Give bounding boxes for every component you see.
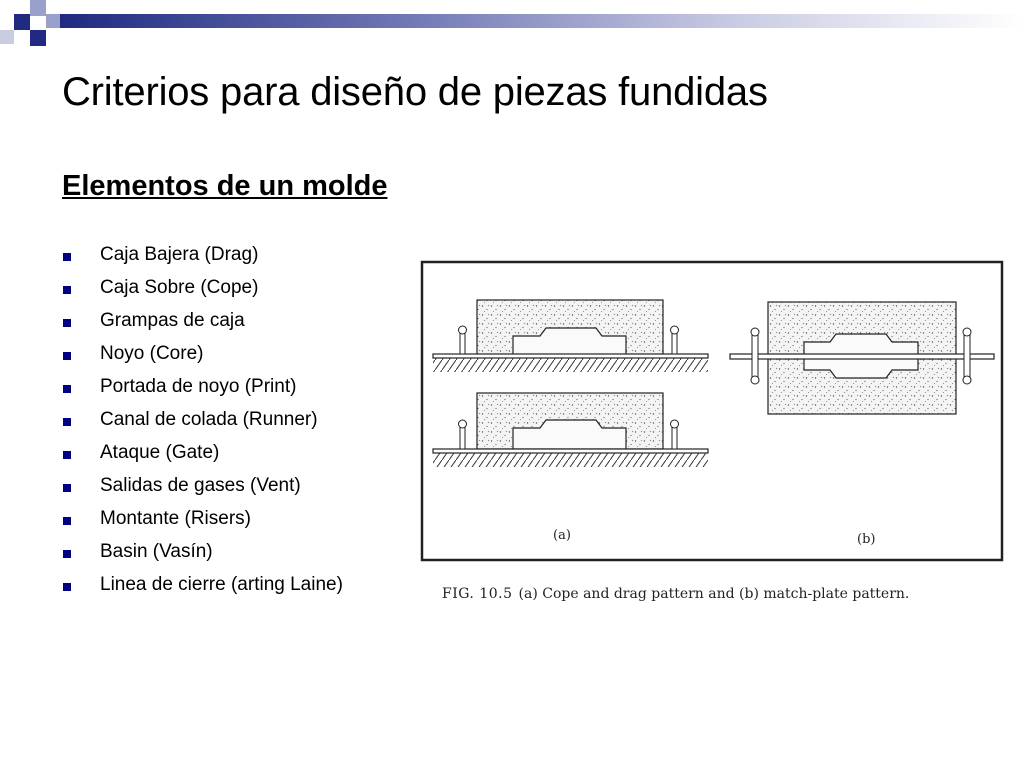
list-item [62,469,402,502]
bullet-square-icon [63,484,71,492]
mold-diagram [400,250,1012,610]
drag-flask [433,393,708,467]
header-decoration [0,0,1024,60]
bullet-square-icon [63,286,71,294]
bullet-square-icon [63,583,71,591]
list-item [62,403,402,436]
list-item-text: Caja Sobre (Cope) [100,277,259,298]
figure-number: FIG. 10.5 [442,586,513,602]
list-item-text: Grampas de caja [100,310,245,331]
list-item-text: Montante (Risers) [100,508,251,529]
list-item [62,271,402,304]
list-item [62,502,402,535]
bullet-square-icon [63,352,71,360]
list-item [62,436,402,469]
list-item [62,304,402,337]
list-item [62,535,402,568]
list-item [62,337,402,370]
bullet-square-icon [63,517,71,525]
list-item-text: Canal de colada (Runner) [100,409,318,430]
deco-square [46,14,60,28]
figure-caption-text: (a) Cope and drag pattern and (b) match-plate pattern. [518,586,910,602]
bullet-square-icon [63,319,71,327]
list-item [62,370,402,403]
figure-caption [442,586,909,602]
match-plate-flask [730,302,994,414]
header-gradient-bar [60,14,1024,28]
list-item-text: Linea de cierre (arting Laine) [100,574,343,595]
cope-flask [433,300,708,372]
list-item-text: Basin (Vasín) [100,541,213,562]
bullet-square-icon [63,418,71,426]
bullet-list [62,238,402,601]
bullet-square-icon [63,550,71,558]
mold-pattern-figure [400,250,1012,610]
list-item-text: Noyo (Core) [100,343,204,364]
deco-square [30,0,46,16]
list-item [62,568,402,601]
list-item-text: Portada de noyo (Print) [100,376,297,397]
deco-square [0,30,14,44]
slide-subtitle: Elementos de un molde [62,170,388,202]
bullet-square-icon [63,253,71,261]
list-item [62,238,402,271]
slide-title: Criterios para diseño de piezas fundidas [62,70,768,114]
figure-label-a: (a) [553,528,571,543]
deco-square [30,30,46,46]
bullet-square-icon [63,385,71,393]
figure-label-b: (b) [857,532,876,547]
list-item-text: Ataque (Gate) [100,442,220,463]
bullet-square-icon [63,451,71,459]
list-item-text: Salidas de gases (Vent) [100,475,301,496]
list-item-text: Caja Bajera (Drag) [100,244,259,265]
deco-square [14,14,30,30]
